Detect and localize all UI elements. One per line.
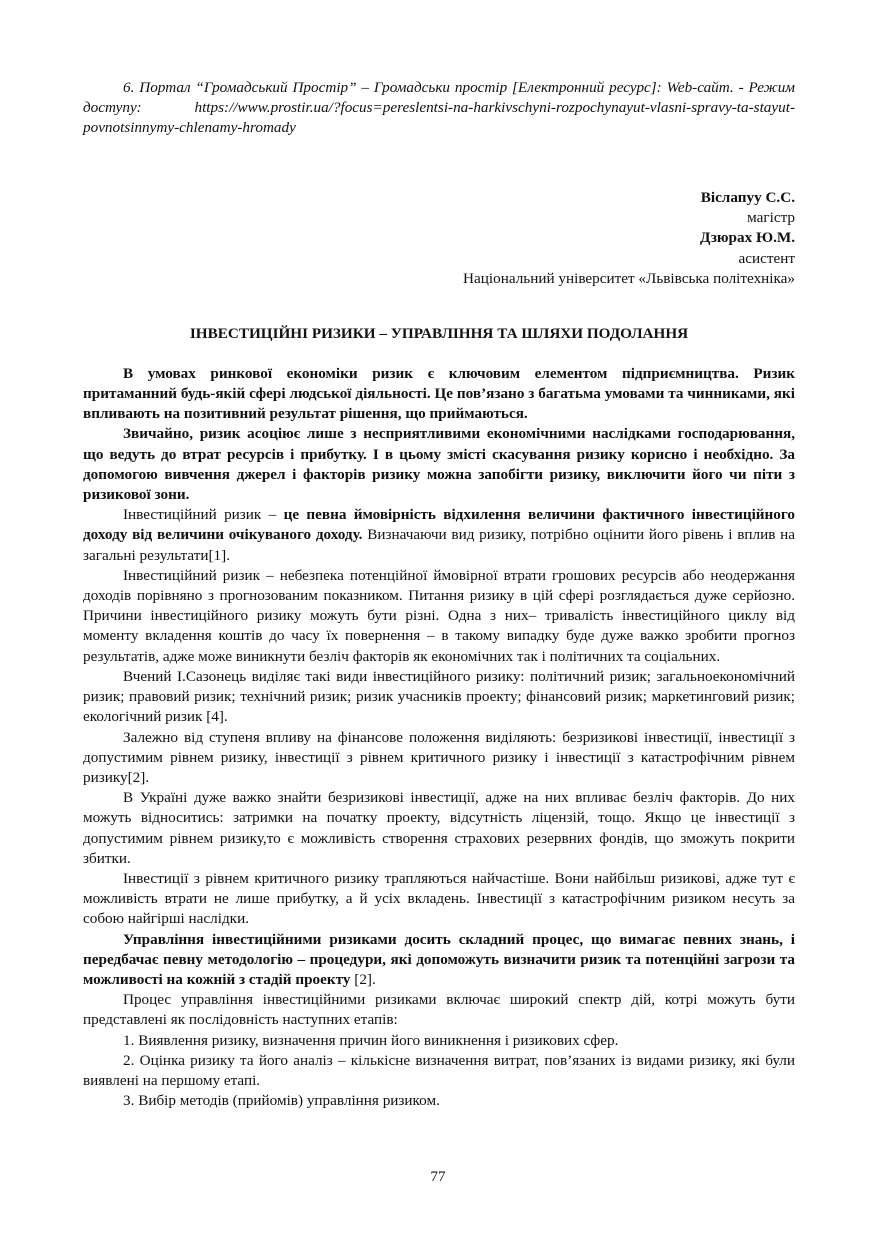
- paragraph-text: [2].: [350, 970, 376, 988]
- paragraph: Вчений І.Сазонець виділяє такі види інвестиційного ризику: політичний ризик; загальноекономічний ризик; правовий ризик; технічний ризик; ризик учасників проекту; фінансовий ризик; маркетинговий ризик; екологічний ризик [4].: [83, 667, 795, 726]
- paragraph: Процес управління інвестиційними ризиками включає широкий спектр дій, котрі можуть бути представлені як послідовність наступних етапів:: [83, 991, 795, 1029]
- paragraph: Інвестиційний ризик – небезпека потенційної ймовірної втрати грошових ресурсів або неодержання доходів порівняно з прогнозованим показником. Питання ризику в цій сфері розглядається дуже серйозно. Причини інвестиційного ризику можуть бути різні. Одна з них– тривалість інвестиційного циклу від моменту вкладення коштів до часу їх повернення – в такому випадку буде дуже важко зробити прогноз результатів, адже може виникнути безліч факторів як економічних так і політичних та соціальних.: [83, 566, 795, 665]
- document-page: [83, 78, 795, 1111]
- paragraph: Залежно від ступеня впливу на фінансове положення виділяють: безризикові інвестиції, інвестиції з допустимим рівнем ризику, інвестиції з рівнем критичного ризику і інвестиції з катастрофічним рівнем ризику[2].: [83, 728, 795, 786]
- list-item: 3. Вибір методів (прийомів) управління ризиком.: [123, 1092, 440, 1110]
- reference-entry: 6. Портал “Громадський Простір” – Громадськи простір [Електронний ресурс]: Web-сайт. - Режим доступу: https://www.prostir.ua/?focus=pereslentsi-na-harkivschyni-rozpochynayut-vlasni-spravy-ta-stayut-povnotsinnymy-chlenamy-hromady: [83, 79, 795, 137]
- paragraph: [83, 505, 795, 566]
- author-role: асистент: [738, 249, 795, 267]
- paragraph: Інвестиції з рівнем критичного ризику трапляються найчастіше. Вони найбільш ризикові, адже тут є можливість втрати не лише прибутку, а й усіх вкладень. Інвестиції з катастрофічним ризиком несуть за собою найгірші наслідки.: [83, 869, 795, 928]
- paragraph-bold-text: це певна ймовірність відхилення величини фактичного інвестиційного доходу від величини очікуваного доходу.: [83, 506, 796, 544]
- paragraph-text: Інвестиційний ризик –: [123, 506, 284, 524]
- list-item: 2. Оцінка ризику та його аналіз – кількісне визначення витрат, пов’язаних із видами ризику, які були виявлені на першому етапі.: [83, 1051, 795, 1089]
- paragraph: Звичайно, ризик асоціює лише з несприятливими економічними наслідками господарювання, що ведуть до втрат ресурсів і прибутку. І в цьому змісті скасування ризику корисно і необхідно. За допомогою вивчення джерел і факторів ризику можна запобігти ризику, виключити його чи піти з ризикової зони.: [83, 425, 795, 504]
- paragraph: В Україні дуже важко знайти безризикові інвестиції, адже на них впливає безліч факторів. До них можуть відноситись: затримки на початку проекту, відсутність ліцензій, тощо. Якщо це інвестиції з допустимим рівнем ризику,то є можливість створення страхових резервних фондів, що зможуть покрити збитки.: [83, 789, 795, 867]
- page-number: 77: [430, 1168, 446, 1185]
- author-name: Віслапуу С.С.: [700, 188, 795, 206]
- paragraph-text: Визначаючи вид ризику, потрібно оцінити його рівень і вплив на загальні результати[1].: [83, 526, 795, 564]
- paragraph: [83, 930, 795, 991]
- author-name: Дзюрах Ю.М.: [700, 229, 795, 247]
- authors-block: [83, 188, 795, 290]
- affiliation: Національний університет «Львівська політехніка»: [463, 270, 795, 288]
- list-item: 1. Виявлення ризику, визначення причин його виникнення і ризикових сфер.: [123, 1031, 619, 1049]
- paragraph-bold-text: Управління інвестиційними ризиками досить складний процес, що вимагає певних знань, і передбачає певну методологію – процедури, які допоможуть визначити ризик та потенційні загрози та можливості на кожній з стадій проекту: [83, 930, 795, 988]
- author-role: магістр: [747, 209, 795, 227]
- article-title: ІНВЕСТИЦІЙНІ РИЗИКИ – УПРАВЛІННЯ ТА ШЛЯХИ ПОДОЛАННЯ: [189, 324, 689, 342]
- paragraph: В умовах ринкової економіки ризик є ключовим елементом підприємництва. Ризик притаманний будь-якій сфері людської діяльності. Це пов’язано з багатьма умовами та чинниками, які впливають на позитивний результат рішення, що приймаються.: [83, 364, 795, 423]
